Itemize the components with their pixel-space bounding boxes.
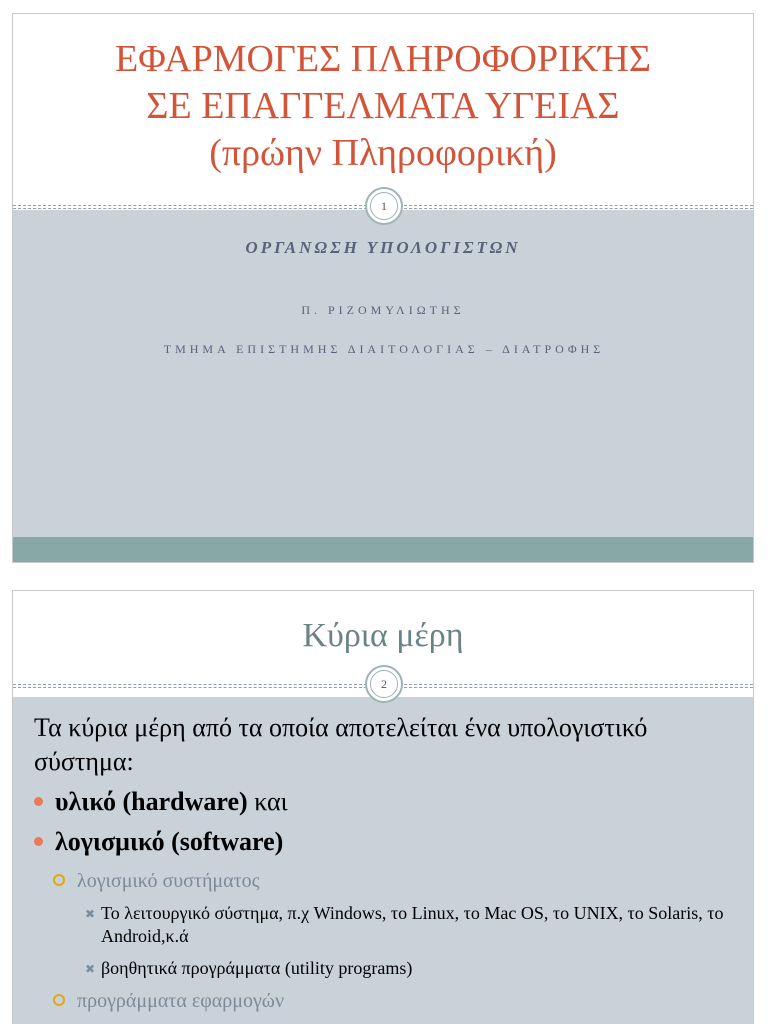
slide-title bbox=[13, 14, 753, 177]
slide-number: 1 bbox=[381, 198, 387, 213]
slide-number-badge bbox=[365, 665, 403, 703]
sub-sub-bullet-utilities bbox=[85, 957, 725, 980]
slide-number-badge bbox=[365, 187, 403, 225]
content-slide bbox=[12, 590, 754, 1024]
sub-bullet-applications bbox=[53, 990, 284, 1013]
bullet-bold-text: λογισμικό (software) bbox=[55, 827, 284, 856]
title-line-1: ΕΦΑΡΜΟΓΕΣ ΠΛΗΡΟΦΟΡΙΚΉΣ bbox=[114, 38, 652, 80]
bullet-software bbox=[34, 827, 283, 857]
subtitle-band bbox=[13, 210, 753, 537]
sub-bullet-system-software bbox=[53, 870, 260, 893]
title-line-2: ΣΕ ΕΠΑΓΓΕΛΜΑΤΑ ΥΓΕΙΑΣ bbox=[146, 85, 620, 127]
department-name: ΤΜΗΜΑ ΕΠΙΣΤΗΜΗΣ ΔΙΑΙΤΟΛΟΓΙΑΣ – ΔΙΑΤΡΟΦΗΣ bbox=[163, 342, 605, 356]
slide-number: 2 bbox=[381, 676, 387, 691]
sub-sub-bullet-text: Το λειτουργικό σύστημα, π.χ Windows, το Linux, το Mac OS, το UNIX, το Solaris, το Android,κ.ά bbox=[101, 903, 724, 946]
title-line-3: (πρώην Πληροφορική) bbox=[209, 132, 557, 174]
sub-sub-bullet-text: βοηθητικά προγράμματα (utility programs) bbox=[101, 958, 413, 978]
bullet-ring-icon bbox=[53, 994, 65, 1006]
slide-subtitle: ΟΡΓΑΝΩΣΗ ΥΠΟΛΟΓΙΣΤΩΝ bbox=[245, 238, 521, 257]
bullet-bold-text: υλικό (hardware) bbox=[55, 787, 248, 816]
bullet-dot-icon bbox=[34, 797, 43, 806]
sub-bullet-text: λογισμικό συστήματος bbox=[77, 870, 260, 892]
x-bullet-icon: ✖ bbox=[85, 962, 96, 976]
author-name: Π. ΡΙΖΟΜΥΛΙΩΤΗΣ bbox=[301, 303, 465, 317]
bullet-ring-icon bbox=[53, 874, 65, 886]
x-bullet-icon: ✖ bbox=[85, 907, 96, 921]
bottom-bar bbox=[13, 537, 753, 563]
intro-text: Τα κύρια μέρη από τα οποία αποτελείται ένα υπολογιστικό σύστημα: bbox=[34, 713, 648, 776]
bullet-hardware bbox=[34, 787, 288, 817]
bullet-dot-icon bbox=[34, 837, 43, 846]
slide-title: Κύρια μέρη bbox=[302, 617, 464, 654]
title-slide bbox=[12, 13, 754, 563]
sub-sub-bullet-os bbox=[85, 902, 725, 948]
bullet-rest-text: και bbox=[247, 787, 288, 816]
sub-bullet-text: προγράμματα εφαρμογών bbox=[77, 990, 284, 1012]
